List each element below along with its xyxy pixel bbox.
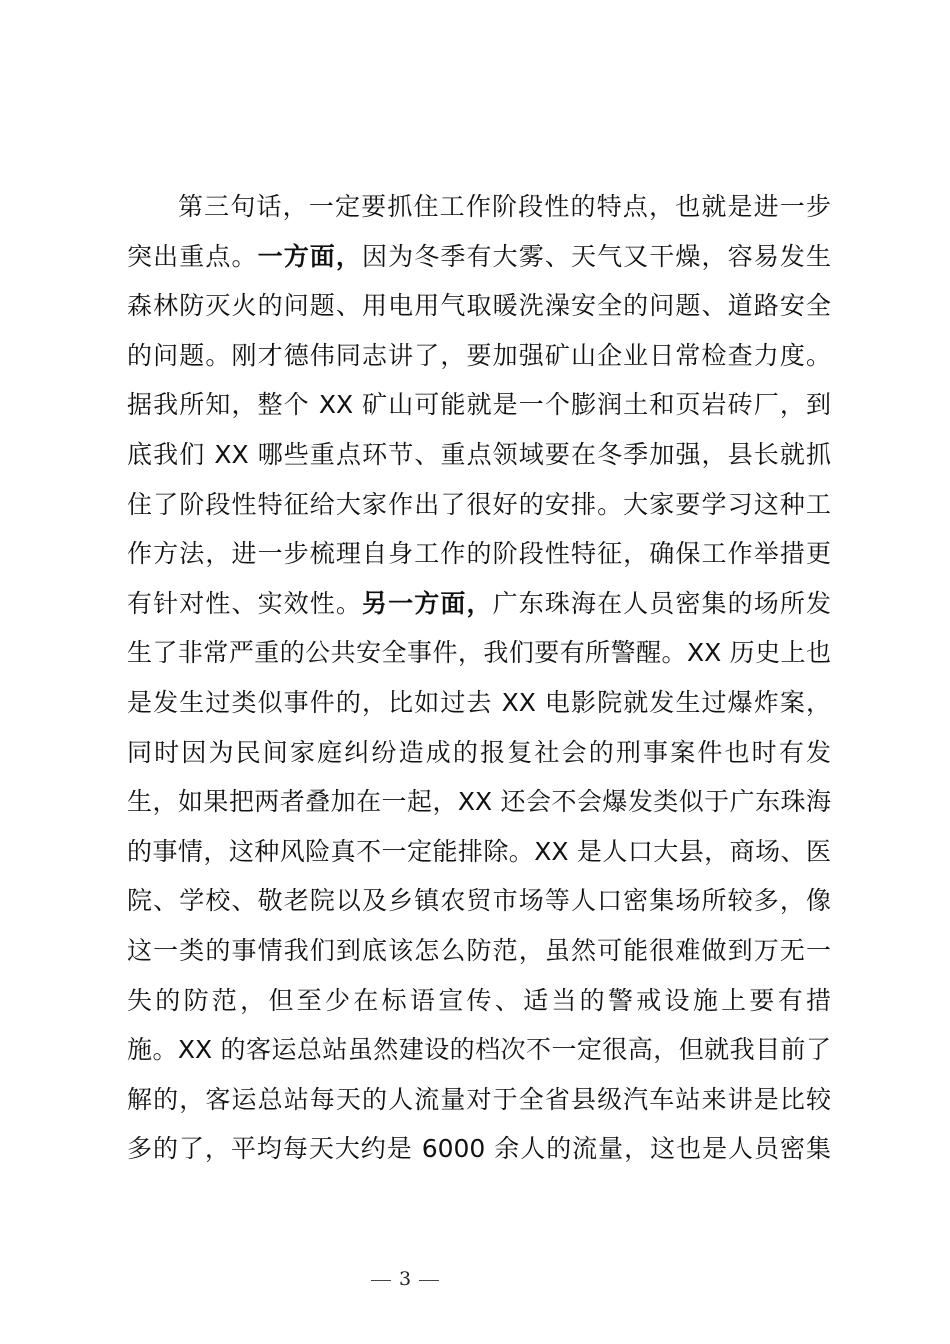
text-segment: 生了非常严重的公共安全事件，我们要有所警醒。XX 历史上也 <box>127 638 831 668</box>
text-line <box>127 976 831 1026</box>
text-segment: 生，如果把两者叠加在一起，XX 还会不会爆发类似于广东珠海 <box>127 787 831 817</box>
text-line <box>127 529 831 579</box>
text-line <box>127 380 831 430</box>
text-segment: 这一类的事情我们到底该怎么防范，虽然可能很难做到万无一 <box>127 935 831 965</box>
text-line <box>127 678 831 728</box>
text-segment: 有针对性、实效性。 <box>127 588 363 618</box>
text-segment: 多的了，平均每天大约是 6000 余人的流量，这也是人员密集 <box>127 1134 831 1164</box>
page-number-footer <box>0 1268 810 1290</box>
text-line <box>127 728 831 778</box>
text-line <box>127 777 831 827</box>
text-segment: 森林防灭火的问题、用电用气取暖洗澡安全的问题、道路安全 <box>127 291 831 321</box>
page-number: 3 <box>398 1268 412 1290</box>
text-line <box>127 926 831 976</box>
text-line <box>127 331 831 381</box>
text-line <box>127 232 831 282</box>
text-segment: 据我所知，整个 XX 矿山可能就是一个膨润土和页岩砖厂，到 <box>127 390 831 420</box>
text-line <box>127 827 831 877</box>
text-line <box>127 1124 831 1174</box>
text-line <box>127 1075 831 1125</box>
text-segment: 施。XX 的客运总站虽然建设的档次不一定很高，但就我目前了 <box>127 1035 831 1065</box>
text-segment: 突出重点。 <box>127 241 258 271</box>
text-segment: 住了阶段性特征给大家作出了很好的安排。大家要学习这种工 <box>127 489 831 519</box>
text-line <box>127 628 831 678</box>
text-segment: 广东珠海在人员密集的场所发 <box>492 588 831 618</box>
text-segment: 解的，客运总站每天的人流量对于全省县级汽车站来讲是比较 <box>127 1084 831 1114</box>
dash-right <box>419 1280 439 1281</box>
text-line <box>127 430 831 480</box>
text-line <box>127 182 831 232</box>
text-line <box>127 1025 831 1075</box>
emphasis-other-aspect: 另一方面， <box>362 588 493 618</box>
text-segment: 第三句话，一定要抓住工作阶段性的特点，也就是进一步 <box>178 192 831 221</box>
text-line <box>127 876 831 926</box>
text-line <box>127 579 831 629</box>
text-segment: 因为冬季有大雾、天气又干燥，容易发生 <box>362 241 831 271</box>
emphasis-first-aspect: 一方面， <box>257 241 363 271</box>
text-segment: 的事情，这种风险真不一定能排除。XX 是人口大县，商场、医 <box>127 836 831 866</box>
text-segment: 的问题。刚才德伟同志讲了，要加强矿山企业日常检查力度。 <box>127 340 831 370</box>
text-segment: 失的防范，但至少在标语宣传、适当的警戒设施上要有措 <box>127 985 831 1015</box>
dash-left <box>371 1280 391 1281</box>
text-segment: 是发生过类似事件的，比如过去 XX 电影院就发生过爆炸案， <box>127 687 831 717</box>
text-segment: 同时因为民间家庭纠纷造成的报复社会的刑事案件也时有发 <box>127 737 831 767</box>
text-segment: 院、学校、敬老院以及乡镇农贸市场等人口密集场所较多，像 <box>127 886 831 916</box>
text-segment: 底我们 XX 哪些重点环节、重点领域要在冬季加强，县长就抓 <box>127 439 831 469</box>
paragraph-body <box>127 182 831 1174</box>
text-segment: 作方法，进一步梳理自身工作的阶段性特征，确保工作举措更 <box>127 539 831 569</box>
text-line <box>127 281 831 331</box>
text-line <box>127 480 831 530</box>
